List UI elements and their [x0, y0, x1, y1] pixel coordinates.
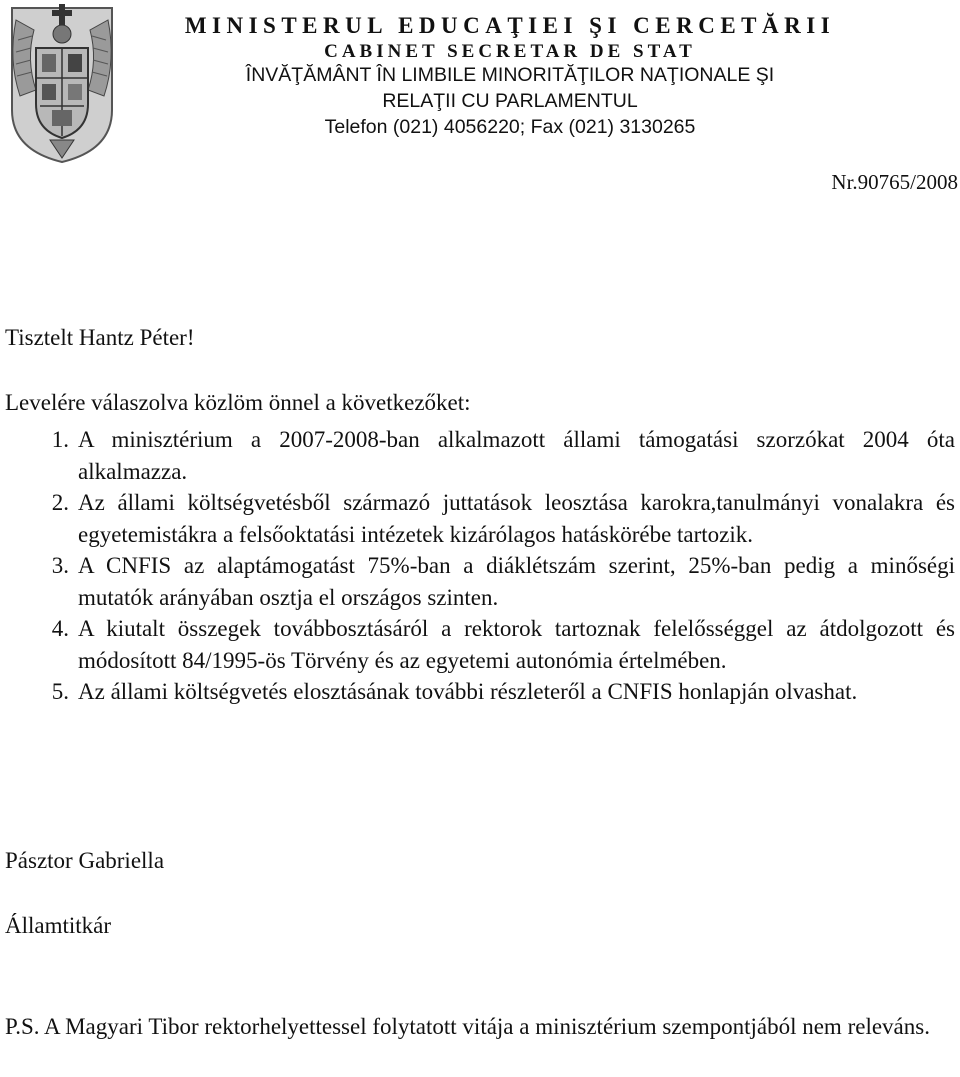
list-item [5, 613, 955, 676]
postscript: P.S. A Magyari Tibor rektorhelyettessel folytatott vitája a minisztérium szempontjából nem releváns. [5, 1014, 930, 1039]
letterhead [150, 10, 870, 146]
relations-name: RELAŢII CU PARLAMENTUL [382, 90, 638, 112]
list-item-number: 5. [51, 679, 69, 704]
list-item-text: Az állami költségvetés elosztásának további részleteről a CNFIS honlapján olvashat. [78, 679, 858, 704]
list-item [5, 550, 955, 613]
answer-list [5, 424, 955, 708]
list-item-number: 1. [51, 427, 69, 452]
reference-number: Nr.90765/2008 [831, 170, 958, 194]
intro-line: Levelére válaszolva közlöm önnel a következőket: [5, 390, 471, 415]
list-item-text: A kiutalt összegek továbbosztásáról a rektorok tartoznak felelősséggel az átdolgozott és módosított 84/1995-ös Törvény és az egyetemi autonómia értelmében. [78, 616, 955, 673]
list-item-text: Az állami költségvetésből származó juttatások leosztása karokra,tanulmányi vonalakra és egyetemistákra a felsőoktatási intézetek kizárólagos hatáskörébe tartozik. [78, 490, 955, 547]
list-item [5, 424, 955, 487]
ministry-name: MINISTERUL EDUCAŢIEI ŞI CERCETĂRII [184, 13, 836, 38]
romanian-coat-of-arms-icon [4, 0, 120, 166]
signatory-title: Államtitkár [5, 913, 112, 938]
cabinet-name: CABINET SECRETAR DE STAT [324, 41, 696, 62]
list-item-text: A CNFIS az alaptámogatást 75%-ban a diáklétszám szerint, 25%-ban pedig a minőségi mutatók arányában osztja el országos szinten. [78, 553, 955, 610]
list-item [5, 487, 955, 550]
list-item [5, 676, 955, 708]
signatory-name: Pásztor Gabriella [5, 848, 165, 873]
contact-line: Telefon (021) 4056220; Fax (021) 3130265 [324, 116, 696, 138]
list-item-text: A minisztérium a 2007-2008-ban alkalmazott állami támogatási szorzókat 2004 óta alkalmazza. [78, 427, 955, 484]
list-item-number: 3. [51, 553, 69, 578]
list-item-number: 4. [51, 616, 69, 641]
list-item-number: 2. [51, 490, 69, 515]
greeting: Tisztelt Hantz Péter! [5, 325, 195, 350]
department-name: ÎNVĂŢĂMÂNT ÎN LIMBILE MINORITĂŢILOR NAŢIONALE ŞI [245, 64, 775, 86]
